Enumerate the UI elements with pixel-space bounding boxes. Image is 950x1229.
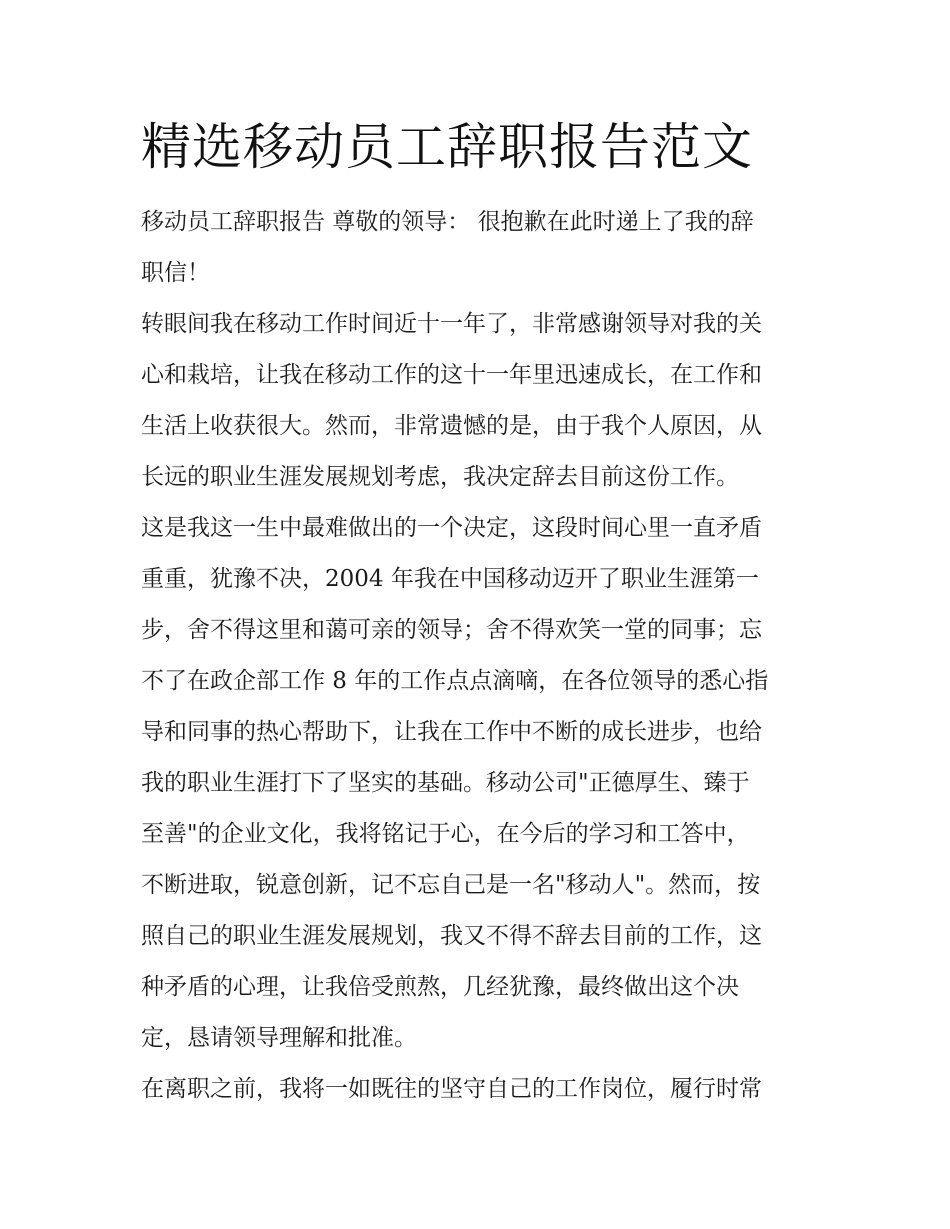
text-line: 种矛盾的心理，让我倍受煎熬，几经犹豫，最终做出这个决 (141, 974, 739, 1000)
text-line: 移动员工辞职报告 尊敬的领导： 很抱歉在此时递上了我的辞 (141, 209, 754, 235)
text-line: 至善"的企业文化，我将铭记于心，在今后的学习和工答中， (141, 821, 750, 847)
text-line: 这是我这一生中最难做出的一个决定，这段时间心里一直矛盾 (141, 515, 762, 541)
text-line: 我的职业生涯打下了坚实的基础。移动公司"正德厚生、臻于 (141, 770, 750, 796)
text-line: 长远的职业生涯发展规划考虑，我决定辞去目前这份工作。 (141, 464, 739, 490)
document-title: 精选移动员工辞职报告范文 (141, 118, 753, 176)
text-line: 定，恳请领导理解和批准。 (141, 1025, 417, 1051)
text-line: 职信！ (141, 260, 210, 286)
text-line: 照自己的职业生涯发展规划，我又不得不辞去目前的工作，这 (141, 923, 762, 949)
text-line: 生活上收获很大。然而，非常遗憾的是，由于我个人原因，从 (141, 413, 762, 439)
text-line: 步，舍不得这里和蔼可亲的领导；舍不得欢笑一堂的同事；忘 (141, 617, 762, 643)
text-line: 不了在政企部工作 8 年的工作点点滴嘀，在各位领导的悉心指 (141, 668, 769, 694)
text-line: 重重，犹豫不决，2004 年我在中国移动迈开了职业生涯第一 (141, 566, 759, 592)
text-line: 导和同事的热心帮助下，让我在工作中不断的成长进步，也给 (141, 719, 762, 745)
text-line: 在离职之前，我将一如既往的坚守自己的工作岗位，履行时常 (141, 1076, 762, 1102)
text-line: 不断进取，锐意创新，记不忘自己是一名"移动人"。然而，按 (141, 872, 761, 898)
text-line: 转眼间我在移动工作时间近十一年了，非常感谢领导对我的关 (141, 311, 762, 337)
document-body (141, 197, 821, 1115)
text-line: 心和栽培，让我在移动工作的这十一年里迅速成长，在工作和 (141, 362, 762, 388)
